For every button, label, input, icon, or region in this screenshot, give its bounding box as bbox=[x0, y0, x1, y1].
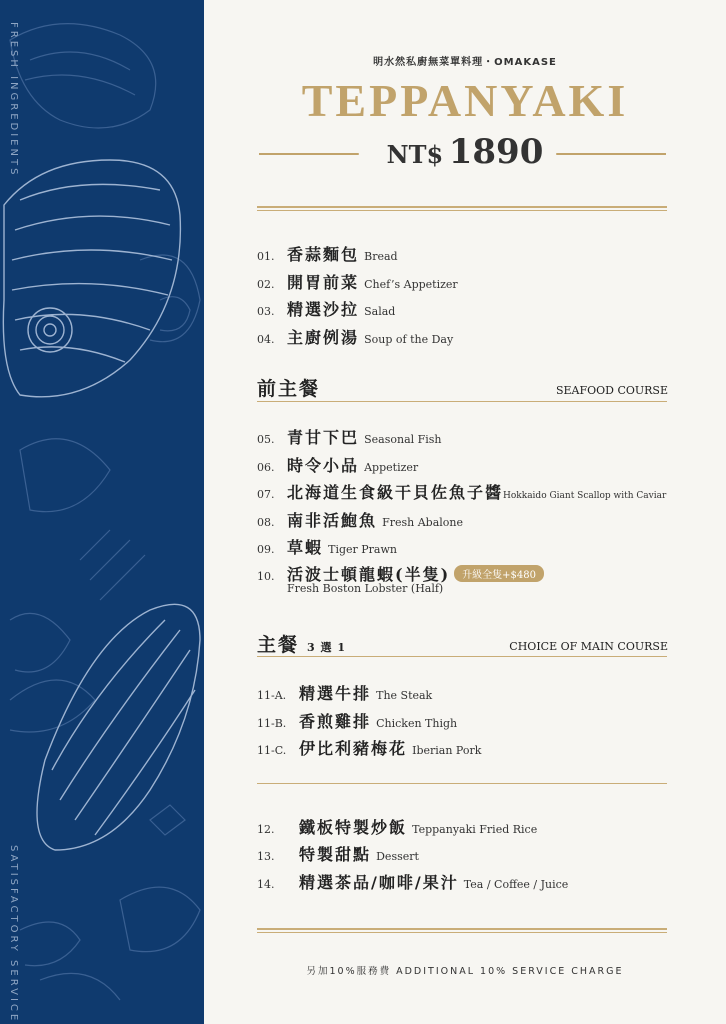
menu-item: 11-C. 伊比利豬梅花 Iberian Pork bbox=[257, 739, 482, 758]
menu-item: 08. 南非活鮑魚 Fresh Abalone bbox=[257, 511, 464, 530]
section-subtitle-main: CHOICE OF MAIN COURSE bbox=[509, 640, 668, 653]
menu-item: 06. 時令小品 Appetizer bbox=[257, 456, 419, 475]
menu-item: 02. 開胃前菜 Chef’s Appetizer bbox=[257, 273, 458, 292]
menu-price bbox=[204, 130, 726, 180]
menu-item: 13. 特製甜點 Dessert bbox=[257, 845, 419, 864]
section-title-main: 主餐 3 選 1 bbox=[257, 634, 346, 656]
price-currency: NT$ bbox=[386, 140, 444, 169]
section-subtitle-seafood: SEAFOOD COURSE bbox=[555, 384, 668, 397]
menu-item: 07. 北海道生食級干貝佐魚子醬Hokkaido Giant Scallop with Caviar bbox=[257, 483, 667, 502]
side-bottom-text: SATISFACTORY SERVICE bbox=[8, 845, 19, 1024]
seafood-illustration bbox=[0, 0, 204, 1024]
menu-item: 14. 精選茶品/咖啡/果汁 Tea / Coffee / Juice bbox=[257, 873, 569, 892]
side-panel bbox=[0, 0, 204, 1024]
divider bbox=[257, 401, 667, 402]
menu-item-subtitle: Fresh Boston Lobster (Half) bbox=[287, 582, 444, 595]
menu-item: 04. 主廚例湯 Soup of the Day bbox=[257, 328, 454, 347]
menu-item: 10. 活波士頓龍蝦(半隻) 升級全隻+$480 bbox=[257, 562, 544, 585]
price-amount: 1890 bbox=[448, 132, 544, 172]
menu-item: 03. 精選沙拉 Salad bbox=[257, 300, 396, 319]
menu-title: TEPPANYAKI bbox=[301, 75, 629, 126]
section-title-seafood: 前主餐 bbox=[257, 378, 321, 400]
menu-kicker: 明水然私廚無菜單料理・OMAKASE bbox=[373, 57, 557, 68]
menu-item: 11-A. 精選牛排 The Steak bbox=[257, 684, 433, 703]
upgrade-badge: 升級全隻+$480 bbox=[454, 565, 544, 582]
menu-content bbox=[204, 0, 726, 1024]
menu-item: 05. 青甘下巴 Seasonal Fish bbox=[257, 428, 442, 447]
divider bbox=[257, 783, 667, 784]
service-charge-note: 另加10%服務費 ADDITIONAL 10% SERVICE CHARGE bbox=[306, 966, 624, 977]
side-top-text: FRESH INGREDIENTS bbox=[8, 22, 19, 178]
divider bbox=[257, 206, 667, 211]
menu-item: 09. 草蝦 Tiger Prawn bbox=[257, 538, 397, 557]
menu-item: 01. 香蒜麵包 Bread bbox=[257, 245, 398, 264]
choice-note: 3 選 1 bbox=[307, 641, 346, 654]
divider bbox=[257, 656, 667, 657]
menu-item: 11-B. 香煎雞排 Chicken Thigh bbox=[257, 712, 458, 731]
menu-item: 12. 鐵板特製炒飯 Teppanyaki Fried Rice bbox=[257, 818, 538, 837]
divider bbox=[257, 928, 667, 933]
